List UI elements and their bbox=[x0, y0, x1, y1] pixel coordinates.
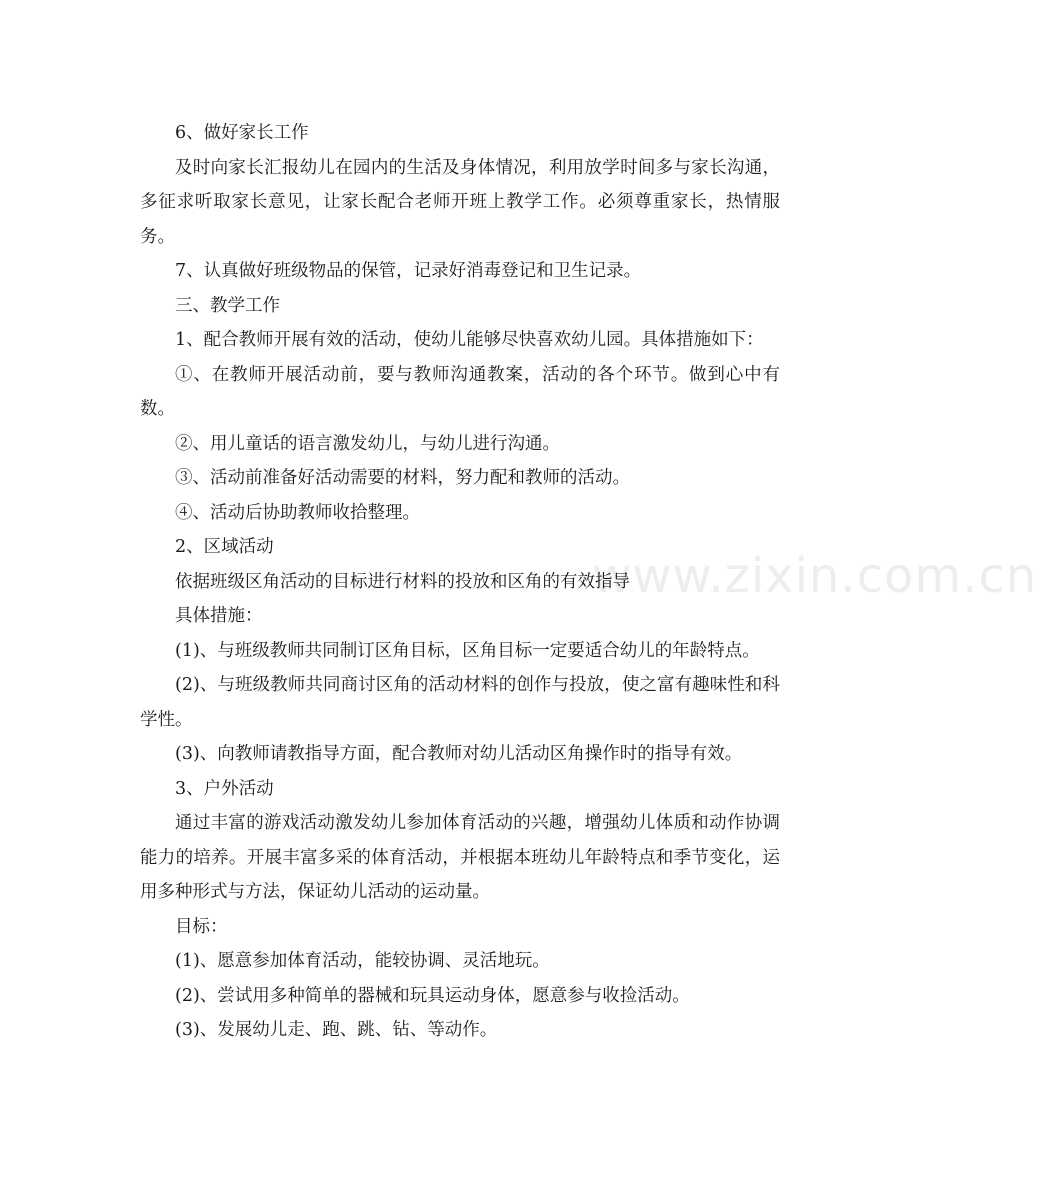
paragraph-heading-6: 6、做好家长工作 bbox=[175, 123, 309, 143]
section-heading-teaching: 三、教学工作 bbox=[175, 295, 280, 316]
paragraph-heading-7: 7、认真做好班级物品的保管，记录好消毒登记和卫生记录。 bbox=[175, 261, 642, 281]
list-item: (1)、与班级教师共同制订区角目标，区角目标一定要适合幼儿的年龄特点。 bbox=[175, 640, 760, 661]
paragraph-label: 具体措施： bbox=[175, 606, 263, 626]
document-body bbox=[140, 116, 780, 1048]
list-item: ②、用儿童话的语言激发幼儿，与幼儿进行沟通。 bbox=[175, 433, 560, 454]
list-item: ④、活动后协助教师收拾整理。 bbox=[175, 502, 420, 523]
paragraph-heading-2: 2、区域活动 bbox=[175, 537, 274, 557]
paragraph-heading-1: 1、配合教师开展有效的活动，使幼儿能够尽快喜欢幼儿园。具体措施如下： bbox=[175, 330, 764, 350]
paragraph: 及时向家长汇报幼儿在园内的生活及身体情况，利用放学时间多与家长沟通，多征求听取家长意见，让家长配合老师开班上教学工作。必须尊重家长，热情服务。 bbox=[140, 157, 780, 247]
watermark: www.zixin.com.cn bbox=[592, 548, 1037, 604]
list-item: (1)、愿意参加体育活动，能较协调、灵活地玩。 bbox=[175, 951, 550, 971]
paragraph-heading-3: 3、户外活动 bbox=[175, 778, 274, 799]
list-item: ①、在教师开展活动前，要与教师沟通教案，活动的各个环节。做到心中有数。 bbox=[140, 364, 780, 419]
list-item: (3)、发展幼儿走、跑、跳、钻、等动作。 bbox=[175, 1020, 498, 1040]
list-item: ③、活动前准备好活动需要的材料，努力配和教师的活动。 bbox=[175, 468, 630, 488]
list-item: (2)、尝试用多种简单的器械和玩具运动身体，愿意参与收捡活动。 bbox=[175, 985, 690, 1006]
list-item: (3)、向教师请教指导方面，配合教师对幼儿活动区角操作时的指导有效。 bbox=[175, 744, 743, 764]
paragraph-label: 目标： bbox=[175, 916, 228, 937]
list-item: (2)、与班级教师共同商讨区角的活动材料的创作与投放，使之富有趣味性和科学性。 bbox=[140, 675, 780, 730]
paragraph: 依据班级区角活动的目标进行材料的投放和区角的有效指导 bbox=[175, 571, 630, 592]
paragraph: 通过丰富的游戏活动激发幼儿参加体育活动的兴趣，增强幼儿体质和动作协调能力的培养。开展丰富多采的体育活动，并根据本班幼儿年龄特点和季节变化，运用多种形式与方法，保证幼儿活动的运动量。 bbox=[140, 813, 780, 902]
